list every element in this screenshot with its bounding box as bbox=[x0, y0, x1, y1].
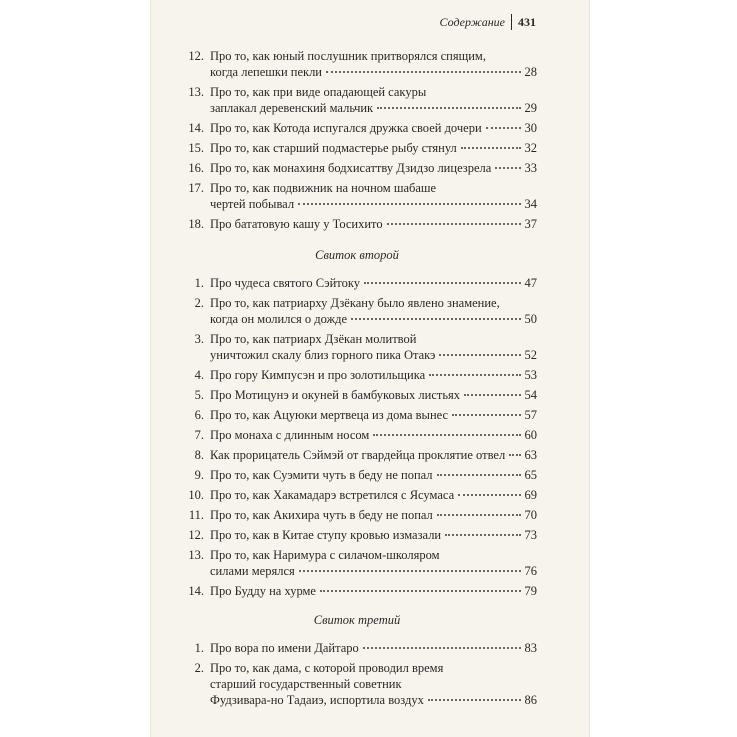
dot-leader bbox=[428, 698, 521, 701]
entry-body bbox=[210, 216, 537, 232]
dot-leader bbox=[377, 106, 520, 109]
dot-leader bbox=[486, 126, 521, 129]
dot-leader bbox=[439, 353, 520, 356]
entry-title: Про то, как Ацуюки мертвеца из дома вынес bbox=[210, 408, 449, 422]
entry-number: 5. bbox=[194, 388, 204, 402]
section-title-scroll-two: Свиток второй bbox=[315, 248, 399, 262]
entry-number: 12. bbox=[188, 49, 204, 63]
entry-page-number: 29 bbox=[524, 101, 537, 115]
toc-entry bbox=[177, 48, 537, 80]
toc-entry bbox=[177, 84, 537, 116]
entry-line bbox=[210, 427, 537, 443]
entry-line bbox=[210, 331, 537, 347]
entry-title: заплакал деревенский мальчик bbox=[210, 101, 374, 115]
entry-line bbox=[210, 100, 537, 116]
entry-body bbox=[210, 487, 537, 503]
entry-body bbox=[210, 547, 537, 579]
entry-title: старший государственный советник bbox=[210, 677, 402, 691]
entry-number: 9. bbox=[194, 468, 204, 482]
toc-entry bbox=[177, 331, 537, 363]
entry-body bbox=[210, 507, 537, 523]
entry-body bbox=[210, 140, 537, 156]
toc-entry bbox=[177, 547, 537, 579]
entry-title: Про то, как Суэмити чуть в беду не попал bbox=[210, 468, 433, 482]
entry-body bbox=[210, 527, 537, 543]
table-of-contents bbox=[177, 48, 537, 712]
entry-title: Про то, как Хакамадарэ встретился с Ясумаса bbox=[210, 488, 455, 502]
entry-title: Про то, как в Китае ступу кровью измазали bbox=[210, 528, 442, 542]
entry-title: Про Мотицунэ и окуней в бамбуковых листьях bbox=[210, 388, 461, 402]
entry-page-number: 76 bbox=[524, 564, 537, 578]
entry-line bbox=[210, 120, 537, 136]
entry-number: 12. bbox=[188, 528, 204, 542]
entry-number: 14. bbox=[188, 121, 204, 135]
entry-title: Фудзивара-но Тадаиэ, испортила воздух bbox=[210, 693, 424, 707]
entry-page-number: 54 bbox=[524, 388, 537, 402]
entry-page-number: 28 bbox=[524, 65, 537, 79]
entry-body bbox=[210, 275, 537, 291]
entry-page-number: 30 bbox=[524, 121, 537, 135]
entry-line bbox=[210, 140, 537, 156]
toc-entry bbox=[177, 387, 537, 403]
entry-number: 18. bbox=[188, 217, 204, 231]
toc-entry bbox=[177, 140, 537, 156]
entry-number: 17. bbox=[188, 181, 204, 195]
toc-entry bbox=[177, 275, 537, 291]
entry-page-number: 69 bbox=[524, 488, 537, 502]
dot-leader bbox=[326, 70, 521, 73]
entry-line bbox=[210, 367, 537, 383]
entry-body bbox=[210, 660, 537, 708]
toc-entry bbox=[177, 583, 537, 599]
toc-entry bbox=[177, 295, 537, 327]
entry-number: 1. bbox=[194, 641, 204, 655]
toc-entry bbox=[177, 216, 537, 232]
entry-page-number: 52 bbox=[524, 348, 537, 362]
entry-line bbox=[210, 347, 537, 363]
entry-title: Про то, как Акихира чуть в беду не попал bbox=[210, 508, 433, 522]
entry-line bbox=[210, 295, 537, 311]
dot-leader bbox=[363, 646, 521, 649]
entry-title: Про то, как монахиня бодхисаттву Дзидзо лицезрела bbox=[210, 161, 492, 175]
entry-page-number: 50 bbox=[524, 312, 537, 326]
toc-part-1 bbox=[177, 48, 537, 232]
dot-leader bbox=[437, 473, 521, 476]
entry-number: 8. bbox=[194, 448, 204, 462]
entry-page-number: 32 bbox=[524, 141, 537, 155]
entry-page-number: 53 bbox=[524, 368, 537, 382]
entry-number: 7. bbox=[194, 428, 204, 442]
toc-entry bbox=[177, 507, 537, 523]
entry-line bbox=[210, 563, 537, 579]
entry-page-number: 47 bbox=[524, 276, 537, 290]
entry-number: 4. bbox=[194, 368, 204, 382]
entry-number: 1. bbox=[194, 276, 204, 290]
dot-leader bbox=[364, 281, 520, 284]
entry-number: 2. bbox=[194, 661, 204, 675]
dot-leader bbox=[387, 222, 521, 225]
dot-leader bbox=[351, 317, 520, 320]
entry-title: чертей побывал bbox=[210, 197, 295, 211]
book-page bbox=[150, 0, 590, 737]
entry-line bbox=[210, 84, 537, 100]
entry-body bbox=[210, 160, 537, 176]
entry-body bbox=[210, 640, 537, 656]
toc-part-2 bbox=[177, 275, 537, 599]
entry-title: Про бататовую кашу у Тосихито bbox=[210, 217, 383, 231]
entry-title: когда он молился о дожде bbox=[210, 312, 348, 326]
entry-title: уничтожил скалу близ горного пика Отакэ bbox=[210, 348, 436, 362]
entry-number: 11. bbox=[188, 508, 204, 522]
dot-leader bbox=[509, 453, 520, 456]
entry-page-number: 65 bbox=[524, 468, 537, 482]
entry-title: Про то, как при виде опадающей сакуры bbox=[210, 85, 427, 99]
entry-number: 3. bbox=[194, 332, 204, 346]
entry-page-number: 79 bbox=[524, 584, 537, 598]
entry-number: 10. bbox=[188, 488, 204, 502]
running-header-title: Содержание bbox=[439, 14, 505, 29]
entry-number: 15. bbox=[188, 141, 204, 155]
dot-leader bbox=[437, 513, 521, 516]
running-header bbox=[440, 14, 536, 30]
entry-body bbox=[210, 407, 537, 423]
entry-title: Про гору Кимпусэн и про золотильщика bbox=[210, 368, 426, 382]
entry-body bbox=[210, 120, 537, 136]
entry-line bbox=[210, 640, 537, 656]
toc-entry bbox=[177, 447, 537, 463]
entry-title: силами мерялся bbox=[210, 564, 295, 578]
entry-number: 2. bbox=[194, 296, 204, 310]
entry-title: Про вора по имени Дайтаро bbox=[210, 641, 359, 655]
entry-line bbox=[210, 660, 537, 676]
entry-line bbox=[210, 407, 537, 423]
entry-title: Про то, как подвижник на ночном шабаше bbox=[210, 181, 437, 195]
entry-page-number: 83 bbox=[524, 641, 537, 655]
dot-leader bbox=[299, 569, 521, 572]
entry-page-number: 70 bbox=[524, 508, 537, 522]
entry-title: Как прорицатель Сэймэй от гвардейца проклятие отвел bbox=[210, 448, 506, 462]
dot-leader bbox=[445, 533, 520, 536]
toc-entry bbox=[177, 160, 537, 176]
entry-body bbox=[210, 467, 537, 483]
entry-title: Про чудеса святого Сэйтоку bbox=[210, 276, 361, 290]
entry-page-number: 57 bbox=[524, 408, 537, 422]
entry-line bbox=[210, 160, 537, 176]
toc-entry bbox=[177, 367, 537, 383]
entry-line bbox=[210, 507, 537, 523]
dot-leader bbox=[461, 146, 521, 149]
toc-entry bbox=[177, 467, 537, 483]
entry-body bbox=[210, 427, 537, 443]
dot-leader bbox=[298, 202, 520, 205]
entry-line bbox=[210, 311, 537, 327]
entry-line bbox=[210, 527, 537, 543]
entry-line bbox=[210, 64, 537, 80]
entry-title: Про то, как юный послушник притворялся спящим, bbox=[210, 49, 486, 63]
entry-title: Про то, как старший подмастерье рыбу стянул bbox=[210, 141, 457, 155]
entry-title: Про то, как Котода испугался дружка своей дочери bbox=[210, 121, 482, 135]
entry-number: 13. bbox=[188, 85, 204, 99]
entry-line bbox=[210, 180, 537, 196]
entry-page-number: 37 bbox=[524, 217, 537, 231]
entry-title: Про то, как Наримура с силачом-школяром bbox=[210, 548, 440, 562]
toc-entry bbox=[177, 640, 537, 656]
dot-leader bbox=[458, 493, 520, 496]
entry-line bbox=[210, 583, 537, 599]
entry-title: Про Будду на хурме bbox=[210, 584, 316, 598]
toc-entry bbox=[177, 407, 537, 423]
toc-part-3 bbox=[177, 640, 537, 708]
entry-page-number: 63 bbox=[524, 448, 537, 462]
entry-line bbox=[210, 196, 537, 212]
entry-body bbox=[210, 48, 537, 80]
toc-entry bbox=[177, 180, 537, 212]
dot-leader bbox=[464, 393, 520, 396]
toc-entry bbox=[177, 487, 537, 503]
entry-number: 6. bbox=[194, 408, 204, 422]
entry-line bbox=[210, 216, 537, 232]
entry-page-number: 33 bbox=[524, 161, 537, 175]
entry-line bbox=[210, 48, 537, 64]
entry-page-number: 60 bbox=[524, 428, 537, 442]
dot-leader bbox=[452, 413, 520, 416]
entry-body bbox=[210, 367, 537, 383]
toc-entry bbox=[177, 427, 537, 443]
toc-entry bbox=[177, 660, 537, 708]
entry-body bbox=[210, 295, 537, 327]
dot-leader bbox=[373, 433, 520, 436]
entry-line bbox=[210, 447, 537, 463]
toc-entry bbox=[177, 120, 537, 136]
entry-line bbox=[210, 275, 537, 291]
dot-leader bbox=[429, 373, 520, 376]
toc-entry bbox=[177, 527, 537, 543]
entry-body bbox=[210, 331, 537, 363]
entry-body bbox=[210, 583, 537, 599]
header-divider bbox=[511, 14, 512, 30]
entry-body bbox=[210, 180, 537, 212]
entry-line bbox=[210, 387, 537, 403]
dot-leader bbox=[495, 166, 520, 169]
entry-body bbox=[210, 447, 537, 463]
page-number: 431 bbox=[518, 14, 536, 29]
dot-leader bbox=[320, 589, 521, 592]
entry-title: Про то, как дама, с которой проводил время bbox=[210, 661, 444, 675]
entry-line bbox=[210, 676, 537, 692]
entry-page-number: 86 bbox=[524, 693, 537, 707]
entry-line bbox=[210, 692, 537, 708]
entry-number: 14. bbox=[188, 584, 204, 598]
entry-title: Про то, как патриарху Дзёкану было явлено знамение, bbox=[210, 296, 500, 310]
entry-body bbox=[210, 84, 537, 116]
section-title-scroll-three: Свиток третий bbox=[313, 613, 401, 627]
entry-title: когда лепешки пекли bbox=[210, 65, 322, 79]
entry-line bbox=[210, 547, 537, 563]
entry-title: Про монаха с длинным носом bbox=[210, 428, 370, 442]
entry-title: Про то, как патриарх Дзёкан молитвой bbox=[210, 332, 417, 346]
entry-number: 16. bbox=[188, 161, 204, 175]
entry-number: 13. bbox=[188, 548, 204, 562]
entry-line bbox=[210, 487, 537, 503]
entry-body bbox=[210, 387, 537, 403]
entry-page-number: 34 bbox=[524, 197, 537, 211]
entry-page-number: 73 bbox=[524, 528, 537, 542]
entry-line bbox=[210, 467, 537, 483]
